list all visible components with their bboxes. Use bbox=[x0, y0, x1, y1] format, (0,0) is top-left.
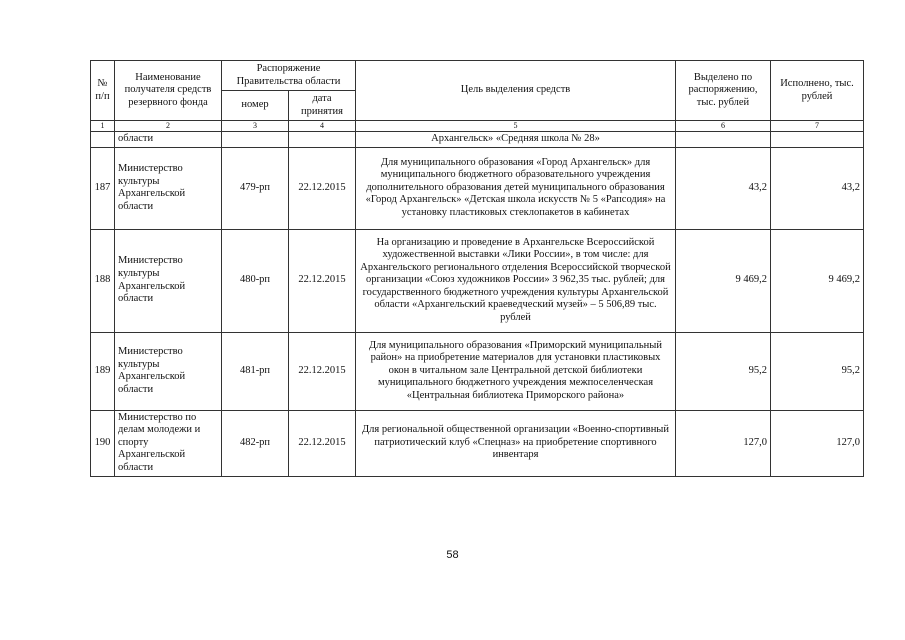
table-row bbox=[91, 147, 864, 229]
cell-number: 479-рп bbox=[222, 147, 289, 229]
column-numbers-row bbox=[91, 121, 864, 132]
column-number: 1 bbox=[91, 121, 115, 132]
cell-executed: 43,2 bbox=[771, 147, 864, 229]
table-row bbox=[91, 229, 864, 332]
cell-date: 22.12.2015 bbox=[289, 410, 356, 476]
header-allocated: Выделено по распоряжению, тыс. рублей bbox=[676, 61, 771, 121]
cell-executed: 127,0 bbox=[771, 410, 864, 476]
header-order-number: номер bbox=[222, 91, 289, 121]
cell-number bbox=[222, 132, 289, 148]
header-order: Распоряжение Правительства области bbox=[222, 61, 356, 91]
table-row bbox=[91, 410, 864, 476]
cell-purpose: Архангельск» «Средняя школа № 28» bbox=[356, 132, 676, 148]
column-number: 4 bbox=[289, 121, 356, 132]
header-executed: Исполнено, тыс. рублей bbox=[771, 61, 864, 121]
header-purpose: Цель выделения средств bbox=[356, 61, 676, 121]
cell-num bbox=[91, 132, 115, 148]
cell-num: 189 bbox=[91, 332, 115, 410]
cell-date: 22.12.2015 bbox=[289, 147, 356, 229]
cell-num: 188 bbox=[91, 229, 115, 332]
page-number: 58 bbox=[446, 549, 459, 561]
cell-purpose: Для муниципального образования «Город Архангельск» для муниципального бюджетного образовательного учреждения дополнительного образования детей муниципального образования «Город Архангельск» «Детская школа искусств № 5 «Рапсодия» на установку пластиковых стеклопакетов в кабинетах bbox=[356, 147, 676, 229]
table-row bbox=[91, 332, 864, 410]
cell-date bbox=[289, 132, 356, 148]
column-number: 3 bbox=[222, 121, 289, 132]
column-number: 5 bbox=[356, 121, 676, 132]
cell-allocated: 9 469,2 bbox=[676, 229, 771, 332]
continuation-row bbox=[91, 132, 864, 148]
column-number: 2 bbox=[115, 121, 222, 132]
cell-number: 480-рп bbox=[222, 229, 289, 332]
header-num: № п/п bbox=[91, 61, 115, 121]
column-number: 7 bbox=[771, 121, 864, 132]
cell-recipient: Министерство культуры Архангельской области bbox=[115, 147, 222, 229]
header-order-date: дата принятия bbox=[289, 91, 356, 121]
cell-recipient: области bbox=[115, 132, 222, 148]
cell-allocated: 43,2 bbox=[676, 147, 771, 229]
cell-allocated bbox=[676, 132, 771, 148]
cell-num: 187 bbox=[91, 147, 115, 229]
cell-number: 481-рп bbox=[222, 332, 289, 410]
cell-num: 190 bbox=[91, 410, 115, 476]
column-number: 6 bbox=[676, 121, 771, 132]
cell-purpose: Для региональной общественной организации «Военно-спортивный патриотический клуб «Спецназ» на приобретение спортивного инвентаря bbox=[356, 410, 676, 476]
cell-recipient: Министерство культуры Архангельской области bbox=[115, 332, 222, 410]
cell-recipient: Министерство культуры Архангельской области bbox=[115, 229, 222, 332]
cell-date: 22.12.2015 bbox=[289, 229, 356, 332]
cell-date: 22.12.2015 bbox=[289, 332, 356, 410]
cell-executed: 95,2 bbox=[771, 332, 864, 410]
cell-executed bbox=[771, 132, 864, 148]
cell-purpose: На организацию и проведение в Архангельске Всероссийской художественной выставки «Лики России», в том числе: для Архангельского регионального отделения Всероссийской творческой организации «Союз художников России» 3 962,35 тыс. рублей; для государственного бюджетного учреждения культуры Архангельской области «Архангельский краеведческий музей» – 5 506,89 тыс. рублей bbox=[356, 229, 676, 332]
reserve-fund-table bbox=[90, 60, 864, 477]
cell-recipient: Министерство по делам молодежи и спорту Архангельской области bbox=[115, 410, 222, 476]
cell-purpose: Для муниципального образования «Приморский муниципальный район» на приобретение материалов для установки пластиковых окон в читальном зале Центральной детской библиотеки муниципального бюджетного учреждения межпоселенческая «Центральная библиотека Приморского района» bbox=[356, 332, 676, 410]
cell-executed: 9 469,2 bbox=[771, 229, 864, 332]
cell-allocated: 95,2 bbox=[676, 332, 771, 410]
header-recipient: Наименование получателя средств резервного фонда bbox=[115, 61, 222, 121]
cell-allocated: 127,0 bbox=[676, 410, 771, 476]
cell-number: 482-рп bbox=[222, 410, 289, 476]
